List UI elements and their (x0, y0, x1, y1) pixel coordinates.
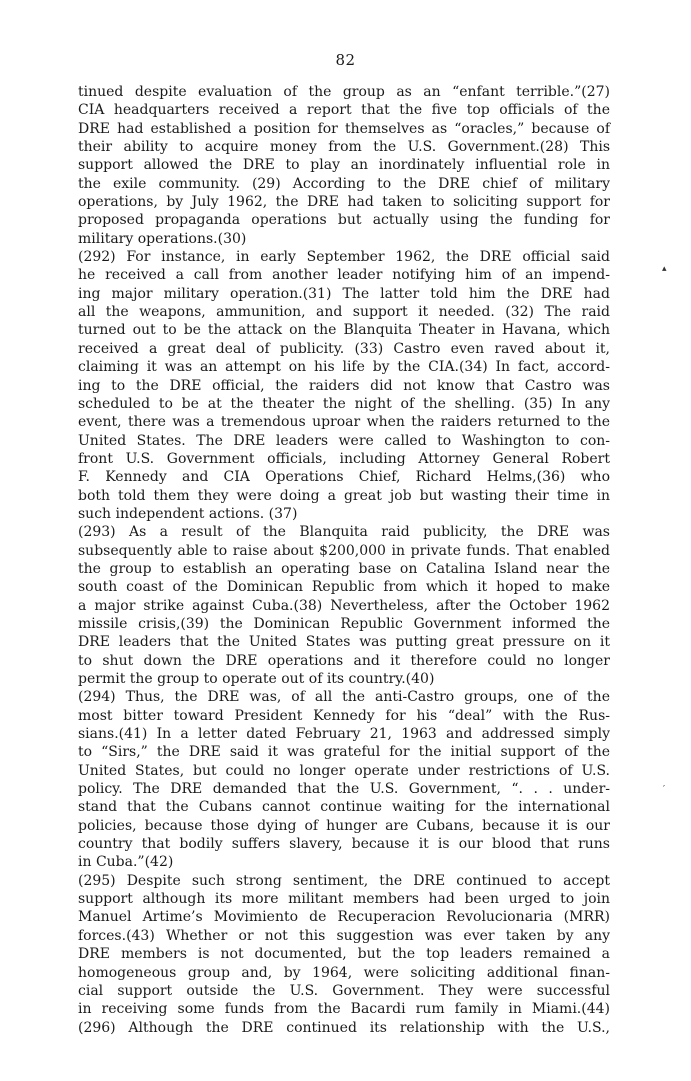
margin-mark: ▴ (662, 264, 667, 274)
text-line: military operations.(30) (78, 230, 247, 247)
text-line: stand that the Cubans cannot continue waiting for the international (78, 799, 610, 816)
text-line: (295) Despite such strong sentiment, the DRE continued to accept (78, 872, 610, 889)
text-line: (293) As a result of the Blanquita raid publicity, the DRE was (78, 524, 610, 541)
text-line: F. Kennedy and CIA Operations Chief, Richard Helms,(36) who (78, 469, 610, 486)
text-line: policies, because those dying of hunger are Cubans, because it is our (78, 817, 610, 834)
text-line: ing to the DRE official, the raiders did not know that Castro was (78, 377, 610, 394)
text-line: missile crisis,(39) the Dominican Republic Government informed the (78, 615, 610, 632)
text-line: both told them they were doing a great job but wasting their time in (78, 487, 610, 504)
text-line: such independent actions. (37) (78, 505, 298, 522)
text-line: south coast of the Dominican Republic from which it hoped to make (78, 579, 610, 596)
text-line: all the weapons, ammunition, and support it needed. (32) The raid (78, 304, 610, 321)
text-line: (292) For instance, in early September 1962, the DRE official said (78, 249, 610, 266)
text-line: permit the group to operate out of its country.(40) (78, 671, 435, 687)
text-line: cial support outside the U.S. Government. They were successful (78, 982, 610, 999)
text-line: support although its more militant members had been urged to join (78, 891, 610, 908)
text-line: the group to establish an operating base on Catalina Island near the (78, 560, 610, 577)
text-line: forces.(43) Whether or not this suggestion was ever taken by any (78, 927, 610, 944)
text-line: Manuel Artime’s Movimiento de Recuperacion Revolucionaria (MRR) (78, 909, 610, 926)
text-line: policy. The DRE demanded that the U.S. Government, “. . . under- (78, 781, 610, 798)
margin-mark: ′ (663, 785, 666, 795)
text-line: to shut down the DRE operations and it therefore could no longer (78, 652, 610, 669)
text-line: a major strike against Cuba.(38) Nevertheless, after the October 1962 (78, 597, 610, 614)
text-line: United States, but could no longer operate under restrictions of U.S. (78, 762, 610, 779)
text-line: DRE leaders that the United States was putting great pressure on it (78, 634, 610, 651)
text-line: (296) Although the DRE continued its relationship with the U.S., (78, 1019, 610, 1036)
text-line: most bitter toward President Kennedy for his “deal” with the Rus- (78, 707, 610, 724)
text-line: event, there was a tremendous uproar when the raiders returned to the (78, 414, 610, 431)
text-line: he received a call from another leader notifying him of an impend- (78, 267, 610, 284)
text-line: proposed propaganda operations but actually using the funding for (78, 212, 610, 229)
text-line: received a great deal of publicity. (33) Castro even raved about it, (78, 340, 610, 357)
text-line: country that bodily suffers slavery, because it is our blood that runs (78, 836, 610, 853)
text-line: United States. The DRE leaders were called to Washington to con- (78, 432, 610, 449)
text-line: turned out to be the attack on the Blanquita Theater in Havana, which (78, 322, 610, 339)
text-line: their ability to acquire money from the U.S. Government.(28) This (78, 139, 610, 156)
text-line: claiming it was an attempt on his life by the CIA.(34) In fact, accord- (78, 359, 610, 376)
text-line: ing major military operation.(31) The latter told him the DRE had (78, 285, 610, 302)
text-line: to “Sirs,” the DRE said it was grateful for the initial support of the (78, 744, 610, 761)
text-line: DRE had established a position for themselves as “oracles,” because of (78, 120, 610, 137)
page-number: 82 (335, 51, 356, 69)
text-line: scheduled to be at the theater the night of the shelling. (35) In any (78, 395, 610, 412)
text-line: CIA headquarters received a report that the five top officials of the (78, 102, 610, 119)
text-line: subsequently able to raise about $200,000 in private funds. That enabled (78, 542, 610, 559)
text-line: front U.S. Government officials, including Attorney General Robert (78, 450, 610, 467)
text-line: operations, by July 1962, the DRE had taken to soliciting support for (78, 194, 610, 211)
text-line: in receiving some funds from the Bacardi rum family in Miami.(44) (78, 1001, 610, 1018)
text-line: the exile community. (29) According to the DRE chief of military (78, 175, 610, 192)
text-line: (294) Thus, the DRE was, of all the anti-Castro groups, one of the (78, 689, 610, 706)
body-text (78, 83, 610, 1037)
text-line: tinued despite evaluation of the group as an “enfant terrible.”(27) (78, 84, 610, 100)
text-line: sians.(41) In a letter dated February 21, 1963 and addressed simply (78, 726, 610, 743)
text-line: homogeneous group and, by 1964, were soliciting additional finan- (78, 964, 610, 981)
text-line: support allowed the DRE to play an inordinately influential role in (78, 157, 610, 174)
text-line: DRE members is not documented, but the top leaders remained a (78, 946, 610, 963)
text-line: in Cuba.”(42) (78, 854, 174, 871)
